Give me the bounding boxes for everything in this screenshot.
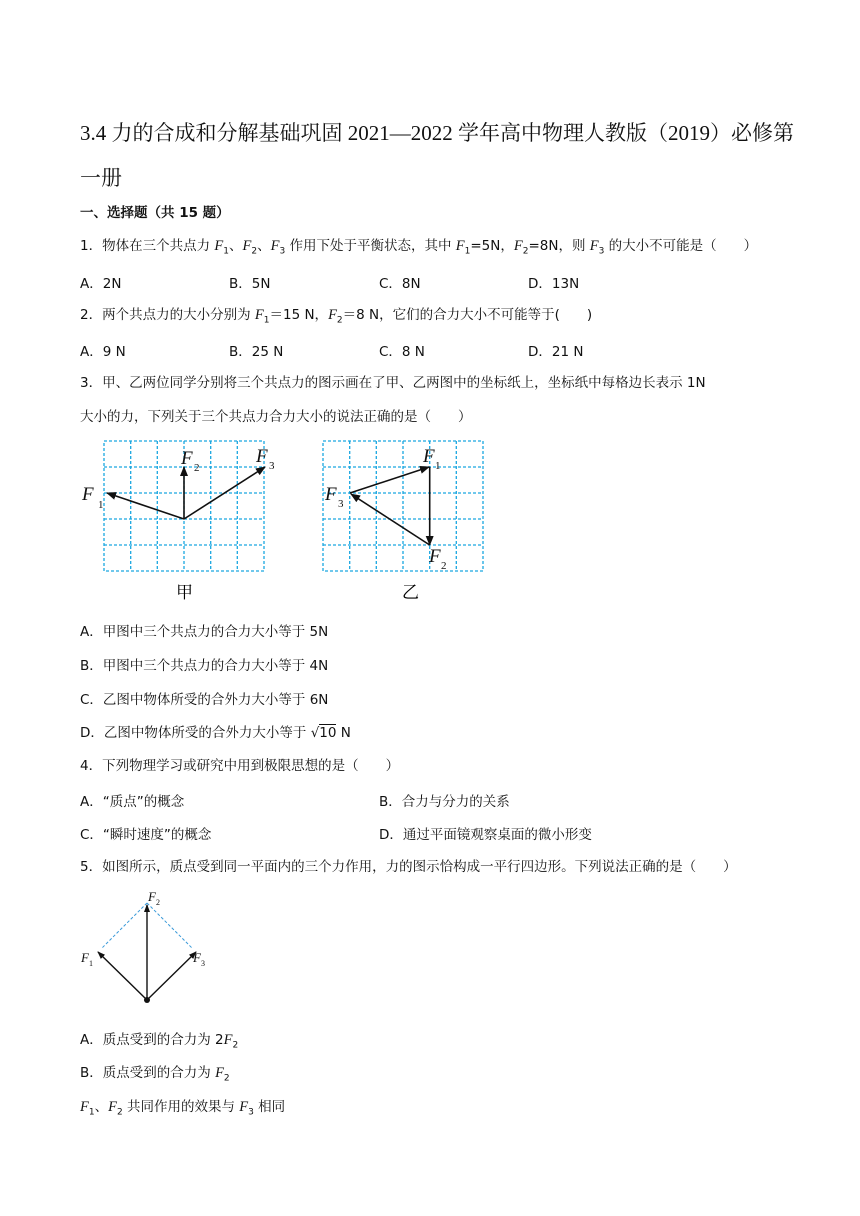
figure-jia xyxy=(80,438,447,608)
q4-option-b[interactable]: B．合力与分力的关系 xyxy=(379,794,510,810)
question-1-stem: 1．物体在三个共点力 $F_1$、$F_2$、$F_3$ 作用下处于平衡状态，其中 $F_1=5N$，$F_2=8N$，则 $F_3$ 的大小不可能是（ ） xyxy=(80,238,758,257)
label-jia-f2: F xyxy=(181,448,193,469)
arrow-q5-f1 xyxy=(98,952,147,1000)
arrow-q5-f3 xyxy=(147,952,196,1000)
sub-jia-f2: 2 xyxy=(194,462,200,474)
grid-yi xyxy=(323,441,483,571)
q3-option-b[interactable]: B．甲图中三个共点力的合力大小等于 4N xyxy=(80,658,329,674)
q1-option-d[interactable]: D．13N xyxy=(528,276,580,292)
label-q5-f2: F xyxy=(148,889,156,904)
q2-option-d[interactable]: D．21 N xyxy=(528,344,584,360)
sub-jia-f1: 1 xyxy=(98,499,104,511)
q3-option-d[interactable]: D．乙图中物体所受的合外力大小等于 √10 N xyxy=(80,725,351,741)
arrow-yi-f3 xyxy=(351,494,430,545)
sub-yi-f2: 2 xyxy=(441,560,447,572)
arrow-jia-f1 xyxy=(107,493,184,519)
figure-parallelogram xyxy=(78,886,228,1011)
page-title: 3.4 力的合成和分解基础巩固 2021—2022 学年高中物理人教版（2019）必修第一册 xyxy=(80,121,794,190)
section-heading: 一、选择题（共 15 题） xyxy=(80,205,230,221)
label-q5-f3: F xyxy=(193,950,201,965)
arrow-yi-f1 xyxy=(350,467,429,493)
caption-jia: 甲 xyxy=(176,583,193,603)
label-yi-f3: F xyxy=(325,484,337,505)
q1-option-c[interactable]: C．8N xyxy=(379,276,421,292)
label-q5-f1: F xyxy=(81,950,89,965)
q2-option-c[interactable]: C．8 N xyxy=(379,344,425,360)
sub-yi-f1: 1 xyxy=(435,460,441,472)
label-yi-f2: F xyxy=(429,546,441,567)
q4-option-c[interactable]: C．“瞬时速度”的概念 xyxy=(80,827,212,843)
sub-q5-f3: 3 xyxy=(201,959,205,968)
sqrt-radicand: 10 xyxy=(319,725,337,741)
sub-jia-f3: 3 xyxy=(269,460,275,472)
sub-yi-f3: 3 xyxy=(338,498,344,510)
label-jia-f1: F xyxy=(82,484,94,505)
q5-option-a[interactable]: A．质点受到的合力为 $2F_2$ xyxy=(80,1032,239,1051)
sub-q5-f2: 2 xyxy=(156,898,160,907)
q5-option-c[interactable]: $F_1$、$F_2$ 共同作用的效果与 $F_3$ 相同 xyxy=(80,1099,286,1118)
particle-dot xyxy=(144,997,150,1003)
sub-q5-f1: 1 xyxy=(89,959,93,968)
q1-option-a[interactable]: A．2N xyxy=(80,276,122,292)
question-3-line-2: 大小的力，下列关于三个共点力合力大小的说法正确的是（ ） xyxy=(80,409,472,425)
caption-yi: 乙 xyxy=(402,583,419,603)
q3-option-a[interactable]: A．甲图中三个共点力的合力大小等于 5N xyxy=(80,624,329,640)
q4-option-a[interactable]: A．“质点”的概念 xyxy=(80,794,185,810)
question-4-stem: 4．下列物理学习或研究中用到极限思想的是（ ） xyxy=(80,758,400,774)
q5-option-b[interactable]: B．质点受到的合力为 $F_2$ xyxy=(80,1065,230,1084)
q4-option-d[interactable]: D．通过平面镜观察桌面的微小形变 xyxy=(379,827,592,843)
q2-option-b[interactable]: B．25 N xyxy=(229,344,284,360)
q3-option-c[interactable]: C．乙图中物体所受的合外力大小等于 6N xyxy=(80,692,329,708)
q2-option-a[interactable]: A．9 N xyxy=(80,344,126,360)
q1-option-b[interactable]: B．5N xyxy=(229,276,271,292)
question-5-stem: 5．如图所示，质点受到同一平面内的三个力作用，力的图示恰构成一平行四边形。下列说法正确的是（ ） xyxy=(80,859,737,875)
label-jia-f3: F xyxy=(256,446,268,467)
question-2-stem: 2．两个共点力的大小分别为 $F_1=15$ N，$F_2=8$ N，它们的合力大小不可能等于( ) xyxy=(80,307,593,326)
question-3-line-1: 3．甲、乙两位同学分别将三个共点力的图示画在了甲、乙两图中的坐标纸上，坐标纸中每格边长表示 1N xyxy=(80,375,706,391)
label-yi-f1: F xyxy=(423,446,435,467)
